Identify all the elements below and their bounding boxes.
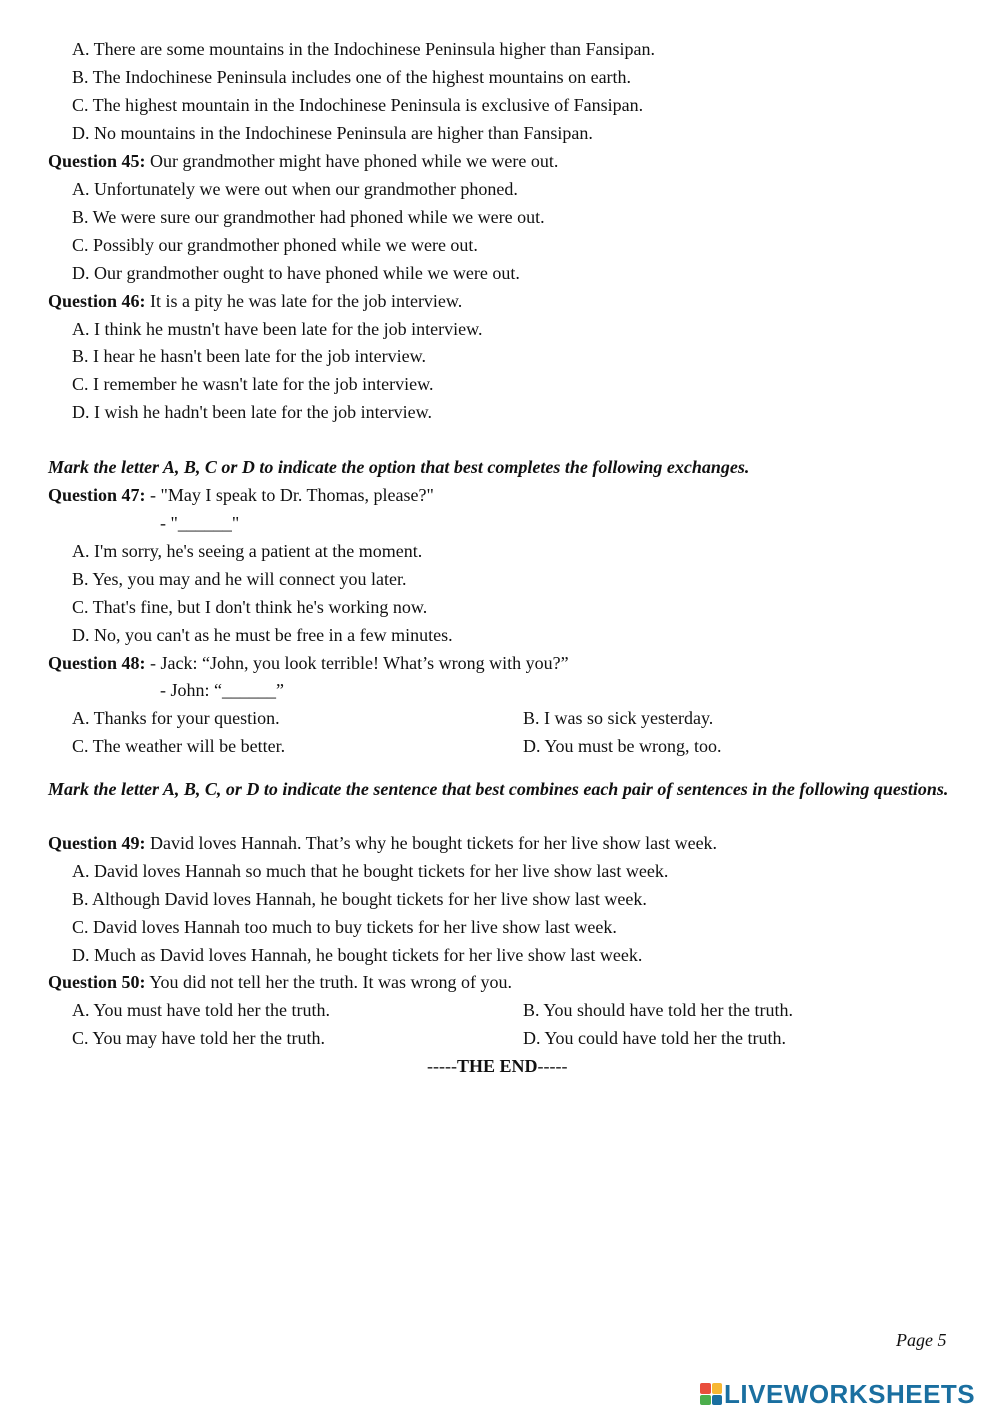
q48-label: Question 48: [48, 653, 146, 673]
q46-option-b[interactable]: B. I hear he hasn't been late for the job interview. [72, 346, 426, 366]
q45-option-a[interactable]: A. Unfortunately we were out when our grandmother phoned. [72, 179, 518, 199]
q48-prompt [48, 651, 569, 675]
q47-option-b[interactable]: B. Yes, you may and he will connect you later. [72, 569, 407, 589]
logo-square-green [700, 1395, 711, 1406]
page-number: Page 5 [896, 1330, 947, 1350]
q44-option-b[interactable]: B. The Indochinese Peninsula includes one of the highest mountains on earth. [72, 67, 632, 87]
q48-option-c[interactable]: C. The weather will be better. [72, 736, 286, 756]
the-end-marker [427, 1054, 568, 1078]
q50-option-b[interactable]: B. You should have told her the truth. [523, 1000, 793, 1020]
liveworksheets-logo-text: LIVEWORKSHEETS [724, 1378, 976, 1409]
q49-option-c[interactable]: C. David loves Hannah too much to buy tickets for her live show last week. [72, 917, 617, 937]
q45-option-b[interactable]: B. We were sure our grandmother had phoned while we were out. [72, 207, 545, 227]
q47-prompt [48, 483, 434, 507]
logo-square-red [700, 1383, 711, 1394]
end-dashes-left: ----- [427, 1056, 457, 1076]
q50-option-c[interactable]: C. You may have told her the truth. [72, 1028, 325, 1048]
liveworksheets-logo-icon [700, 1383, 722, 1405]
q45-text: Our grandmother might have phoned while we were out. [145, 151, 559, 171]
end-text: THE END [456, 1056, 538, 1076]
q45-option-c[interactable]: C. Possibly our grandmother phoned while we were out. [72, 235, 478, 255]
q49-text: David loves Hannah. That’s why he bought tickets for her live show last week. [145, 833, 718, 853]
logo-square-yellow [712, 1383, 723, 1394]
q48-option-d[interactable]: D. You must be wrong, too. [523, 736, 722, 756]
q50-option-a[interactable]: A. You must have told her the truth. [72, 1000, 330, 1020]
q45-prompt [48, 149, 558, 173]
q47-option-d[interactable]: D. No, you can't as he must be free in a few minutes. [72, 625, 453, 645]
q47-reply: - "______" [160, 513, 240, 533]
q45-option-d[interactable]: D. Our grandmother ought to have phoned while we were out. [72, 263, 520, 283]
logo-square-blue [712, 1395, 723, 1406]
q48-reply: - John: “______” [160, 680, 284, 700]
q46-option-c[interactable]: C. I remember he wasn't late for the job interview. [72, 374, 434, 394]
q46-prompt [48, 289, 462, 313]
q46-text: It is a pity he was late for the job interview. [145, 291, 463, 311]
q48-option-b[interactable]: B. I was so sick yesterday. [523, 708, 714, 728]
q49-label: Question 49: [48, 833, 146, 853]
q46-label: Question 46: [48, 291, 146, 311]
q49-option-b[interactable]: B. Although David loves Hannah, he bought tickets for her live show last week. [72, 889, 647, 909]
q47-option-a[interactable]: A. I'm sorry, he's seeing a patient at the moment. [72, 541, 423, 561]
q46-option-d[interactable]: D. I wish he hadn't been late for the job interview. [72, 402, 432, 422]
q47-label: Question 47: [48, 485, 146, 505]
q50-prompt [48, 970, 512, 994]
q50-option-d[interactable]: D. You could have told her the truth. [523, 1028, 786, 1048]
q50-text: You did not tell her the truth. It was wrong of you. [145, 972, 512, 992]
q50-label: Question 50: [48, 972, 146, 992]
q44-option-c[interactable]: C. The highest mountain in the Indochinese Peninsula is exclusive of Fansipan. [72, 95, 644, 115]
instruction-exchanges: Mark the letter A, B, C or D to indicate the option that best completes the following exchanges. [48, 457, 750, 477]
q49-option-d[interactable]: D. Much as David loves Hannah, he bought tickets for her live show last week. [72, 945, 643, 965]
liveworksheets-logo[interactable] [700, 1380, 975, 1408]
q48-text: - Jack: “John, you look terrible! What’s wrong with you?” [145, 653, 569, 673]
q49-option-a[interactable]: A. David loves Hannah so much that he bought tickets for her live show last week. [72, 861, 669, 881]
q44-option-a[interactable]: A. There are some mountains in the Indochinese Peninsula higher than Fansipan. [72, 39, 656, 59]
q49-prompt [48, 831, 717, 855]
q48-option-a[interactable]: A. Thanks for your question. [72, 708, 280, 728]
q47-option-c[interactable]: C. That's fine, but I don't think he's working now. [72, 597, 428, 617]
q45-label: Question 45: [48, 151, 146, 171]
q47-text: - "May I speak to Dr. Thomas, please?" [145, 485, 434, 505]
end-dashes-right: ----- [537, 1056, 568, 1076]
instruction-combine: Mark the letter A, B, C, or D to indicate the sentence that best combines each pair of sentences in the following questions. [48, 779, 949, 799]
q46-option-a[interactable]: A. I think he mustn't have been late for the job interview. [72, 319, 483, 339]
q44-option-d[interactable]: D. No mountains in the Indochinese Peninsula are higher than Fansipan. [72, 123, 593, 143]
